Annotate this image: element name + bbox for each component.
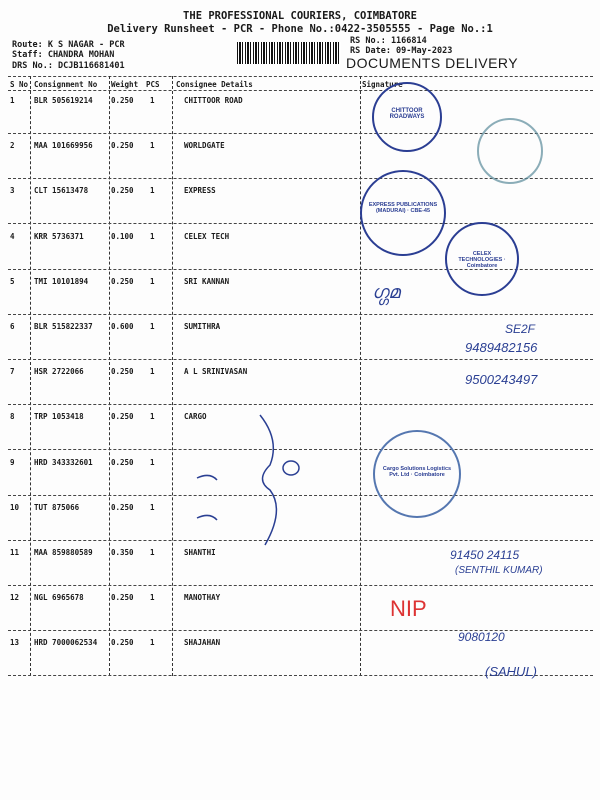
cell-sno: 7 bbox=[10, 367, 15, 377]
stamp-text: Cargo Solutions Logistics Pvt. Ltd · Coimbatore bbox=[382, 466, 452, 478]
handwritten-name-row11: (SENTHIL KUMAR) bbox=[455, 565, 543, 576]
cell-sno: 9 bbox=[10, 457, 15, 467]
cell-weight: 0.250 bbox=[111, 276, 134, 286]
staff-label: Staff: CHANDRA MOHAN bbox=[12, 50, 115, 60]
cell-weight: 0.100 bbox=[111, 231, 134, 241]
cell-weight: 0.250 bbox=[111, 593, 134, 603]
cell-pcs: 1 bbox=[150, 367, 155, 377]
cell-consignment: NGL 6965678 bbox=[34, 593, 84, 603]
cell-pcs: 1 bbox=[150, 186, 155, 196]
row-rule bbox=[8, 223, 593, 224]
cell-pcs: 1 bbox=[150, 412, 155, 422]
col-divider bbox=[172, 76, 173, 676]
rs-date: RS Date: 09-May-2023 bbox=[350, 46, 453, 56]
cell-sno: 2 bbox=[10, 141, 15, 151]
cell-pcs: 1 bbox=[150, 231, 155, 241]
cell-weight: 0.250 bbox=[111, 638, 134, 648]
row-rule bbox=[8, 359, 593, 360]
stamp-celex-technologies bbox=[445, 222, 519, 296]
cell-sno: 10 bbox=[10, 502, 20, 512]
cell-sno: 12 bbox=[10, 593, 20, 603]
cell-pcs: 1 bbox=[150, 502, 155, 512]
row-rule bbox=[8, 630, 593, 631]
handwritten-phone-row6: 9489482156 bbox=[465, 340, 538, 355]
cell-consignee: MANOTHAY bbox=[184, 593, 221, 603]
cell-pcs: 1 bbox=[150, 638, 155, 648]
company-title: THE PROFESSIONAL COURIERS, COIMBATORE bbox=[183, 10, 417, 22]
cell-consignment: HSR 2722066 bbox=[34, 367, 84, 377]
cell-weight: 0.600 bbox=[111, 322, 134, 331]
cell-consignee: SHANTHI bbox=[184, 548, 216, 557]
handwritten-phone-row13: 9080120 bbox=[458, 630, 505, 644]
cell-weight: 0.250 bbox=[111, 412, 134, 422]
drs-number: DRS No.: DCJB116681401 bbox=[12, 61, 125, 71]
cell-consignment: TRP 1053418 bbox=[34, 412, 84, 422]
handwritten-name-row13: (SAHUL) bbox=[485, 664, 538, 679]
col-header-pcs: PCS bbox=[146, 80, 160, 89]
cell-weight: 0.350 bbox=[111, 548, 134, 557]
cell-consignment: KRR 5736371 bbox=[34, 231, 84, 241]
cell-pcs: 1 bbox=[150, 96, 155, 105]
cell-sno: 3 bbox=[10, 186, 15, 196]
cell-weight: 0.250 bbox=[111, 141, 134, 151]
cell-consignee: WORLDGATE bbox=[184, 141, 225, 151]
cell-weight: 0.250 bbox=[111, 367, 134, 377]
col-divider bbox=[109, 76, 110, 676]
cell-pcs: 1 bbox=[150, 548, 155, 557]
col-header-weight: Weight bbox=[111, 80, 139, 89]
cell-weight: 0.250 bbox=[111, 96, 134, 105]
cell-consignee: CARGO bbox=[184, 412, 207, 422]
header-rule bbox=[8, 90, 593, 91]
cell-pcs: 1 bbox=[150, 276, 155, 286]
cell-pcs: 1 bbox=[150, 322, 155, 331]
stamp-cargo-solutions bbox=[373, 430, 461, 518]
runsheet-title: Delivery Runsheet - PCR - Phone No.:0422-3505555 - Page No.:1 bbox=[107, 23, 493, 35]
nip-mark-row12: NIP bbox=[390, 596, 427, 621]
documents-delivery-heading: DOCUMENTS DELIVERY bbox=[346, 55, 519, 71]
row-rule bbox=[8, 585, 593, 586]
cell-consignment: HRD 343332601 bbox=[34, 457, 93, 467]
stamp-express-publications bbox=[360, 170, 446, 256]
cell-consignee: CELEX TECH bbox=[184, 231, 230, 241]
cell-consignment: MAA 101669956 bbox=[34, 141, 93, 151]
cell-pcs: 1 bbox=[150, 593, 155, 603]
stamp-text: EXPRESS PUBLICATIONS (MADURAI) · CBE-45 bbox=[368, 202, 438, 214]
cell-consignee: CHITTOOR ROAD bbox=[184, 96, 243, 105]
cell-sno: 4 bbox=[10, 231, 15, 241]
cell-sno: 5 bbox=[10, 276, 15, 286]
col-header-sno: S No bbox=[10, 80, 29, 89]
cell-weight: 0.250 bbox=[111, 457, 134, 467]
cell-consignment: TUT 875066 bbox=[34, 502, 80, 512]
cell-consignment: TMI 10101894 bbox=[34, 276, 89, 286]
col-divider bbox=[360, 76, 361, 676]
handwritten-phone-row7: 9500243497 bbox=[465, 372, 538, 387]
cell-consignee: SRI KANNAN bbox=[184, 276, 230, 286]
row-rule bbox=[8, 314, 593, 315]
stamp-text: CHITTOOR ROADWAYS bbox=[389, 108, 425, 120]
handwritten-phone-row11: 91450 24115 bbox=[450, 548, 520, 562]
col-header-consignment: Consignment No bbox=[34, 80, 98, 89]
bracket-scribble bbox=[175, 410, 315, 550]
cell-sno: 8 bbox=[10, 412, 15, 422]
col-divider bbox=[30, 76, 31, 676]
cell-consignment: BLR 515822337 bbox=[34, 322, 93, 331]
cell-sno: 11 bbox=[10, 548, 20, 557]
col-header-consignee: Consignee Details bbox=[176, 80, 253, 89]
cell-consignee: SHAJAHAN bbox=[184, 638, 221, 648]
cell-sno: 6 bbox=[10, 322, 15, 331]
cell-consignment: HRD 7000062534 bbox=[34, 638, 98, 648]
cell-consignee: A L SRINIVASAN bbox=[184, 367, 248, 377]
cell-weight: 0.250 bbox=[111, 186, 134, 196]
rs-number: RS No.: 1166814 bbox=[350, 36, 427, 46]
handwritten-note-row6: SE2F bbox=[505, 322, 536, 336]
cell-sno: 13 bbox=[10, 638, 20, 648]
cell-consignment: CLT 15613478 bbox=[34, 186, 89, 196]
cell-consignment: BLR 505619214 bbox=[34, 96, 93, 105]
row-rule bbox=[8, 404, 593, 405]
signature-row5: ഗ്ഗമ bbox=[372, 282, 400, 302]
route-label: Route: K S NAGAR - PCR bbox=[12, 40, 125, 50]
cell-consignee: SUMITHRA bbox=[184, 322, 221, 331]
table-top-rule bbox=[8, 76, 593, 77]
stamp-text: CELEX TECHNOLOGIES · Coimbatore bbox=[458, 251, 506, 269]
stamp-chittoor-roadways bbox=[372, 82, 442, 152]
col-header-signature: Signature bbox=[362, 80, 403, 89]
barcode bbox=[237, 42, 341, 64]
cell-consignment: MAA 859880589 bbox=[34, 548, 93, 557]
stamp-worldgate bbox=[477, 118, 543, 184]
cell-consignee: EXPRESS bbox=[184, 186, 216, 196]
cell-pcs: 1 bbox=[150, 141, 155, 151]
cell-pcs: 1 bbox=[150, 457, 155, 467]
cell-sno: 1 bbox=[10, 96, 15, 105]
cell-weight: 0.250 bbox=[111, 502, 134, 512]
